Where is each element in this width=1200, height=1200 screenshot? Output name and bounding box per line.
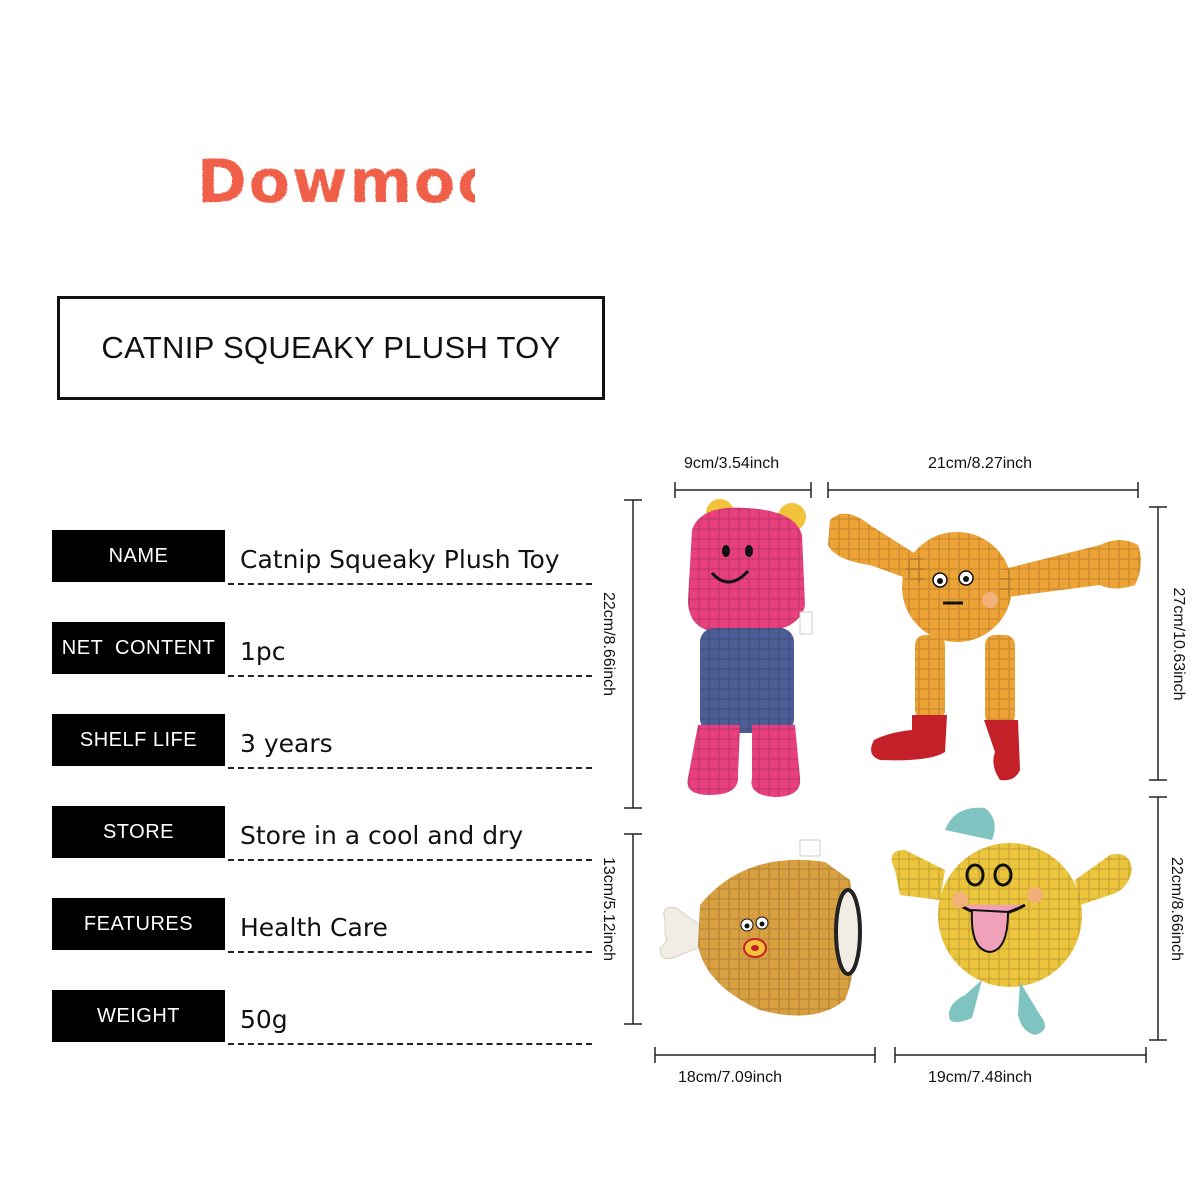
spec-label: STORE (52, 806, 225, 858)
monster-width-label: 9cm/3.54inch (684, 455, 780, 472)
dashed-divider (228, 767, 592, 769)
product-title: CATNIP SQUEAKY PLUSH TOY (101, 330, 561, 365)
svg-text:Dowmoo: Dowmoo (197, 147, 475, 217)
toy-illustrations (640, 490, 1160, 1050)
drumstick-height-label: 13cm/5.12inch (600, 856, 617, 962)
brand-logo (195, 140, 475, 220)
yellow-height-label: 22cm/8.66inch (1168, 856, 1185, 962)
drumstick-toy (660, 840, 860, 1016)
product-title-box (57, 296, 605, 400)
spec-value: Catnip Squeaky Plush Toy (240, 545, 560, 574)
pink-monster-toy (687, 499, 812, 797)
orange-height-label: 27cm/10.63inch (1170, 587, 1187, 701)
yellow-ball-toy (892, 808, 1132, 1035)
orange-width-label: 21cm/8.27inch (928, 455, 1033, 472)
spec-row-weight (52, 990, 592, 1042)
spec-value: Store in a cool and dry (240, 821, 524, 850)
orange-ball-toy (828, 514, 1141, 781)
spec-value: 3 years (240, 729, 333, 758)
dashed-divider (228, 1043, 592, 1045)
spec-value: 1pc (240, 637, 286, 666)
spec-row-name (52, 530, 592, 582)
yellow-width-label: 19cm/7.48inch (928, 1069, 1033, 1086)
spec-value: Health Care (240, 913, 388, 942)
dashed-divider (228, 583, 592, 585)
spec-value: 50g (240, 1005, 288, 1034)
dashed-divider (228, 951, 592, 953)
drumstick-width-label: 18cm/7.09inch (678, 1069, 783, 1086)
spec-row-store (52, 806, 592, 858)
monster-height-label: 22cm/8.66inch (600, 591, 617, 697)
dashed-divider (228, 675, 592, 677)
dashed-divider (228, 859, 592, 861)
spec-row-net-content (52, 622, 592, 674)
spec-label: FEATURES (52, 898, 225, 950)
spec-label: NAME (52, 530, 225, 582)
spec-label: WEIGHT (52, 990, 225, 1042)
spec-row-features (52, 898, 592, 950)
spec-label: NET CONTENT (52, 622, 225, 674)
spec-label: SHELF LIFE (52, 714, 225, 766)
spec-row-shelf-life (52, 714, 592, 766)
